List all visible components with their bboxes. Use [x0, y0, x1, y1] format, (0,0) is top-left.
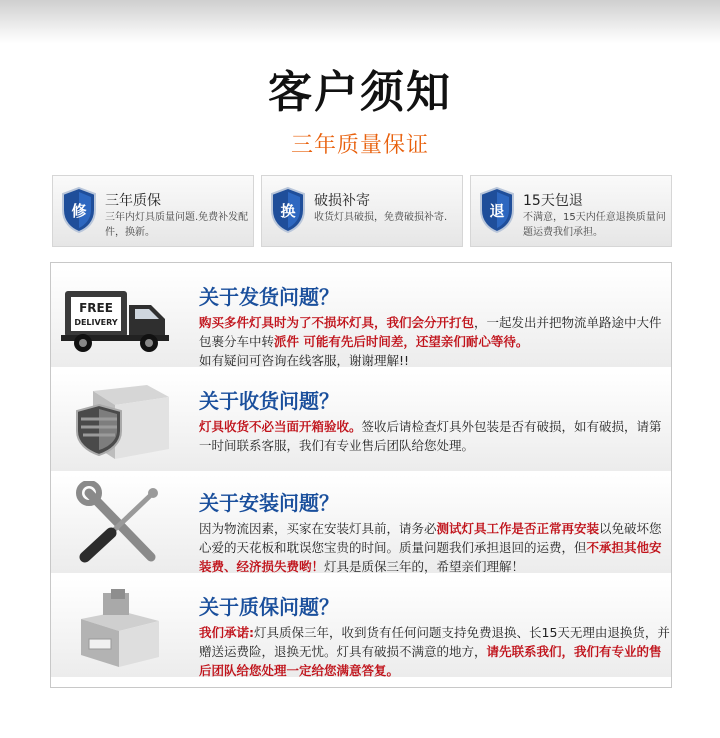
package-shield-icon — [59, 379, 179, 465]
body-text: 因为物流因素，买家在安装灯具前，请务必 — [199, 521, 437, 536]
shield-icon — [61, 186, 97, 234]
body-text: 灯具质保三年，收到货有任何问题支持免费退换、长15天无理由退换货，并赠送运费险，退换无忧。灯具有破损不满意的地方， — [199, 625, 670, 659]
body-text: 灯具是质保三年的，希望亲们理解！ — [324, 559, 525, 574]
free-delivery-truck-icon — [59, 275, 179, 361]
feature-strip — [52, 175, 672, 247]
highlight-text: 测试灯具工作是否正常再安装 — [436, 521, 600, 536]
feature-desc: 不满意，15天内任意退换质量问题运费我们承担。 — [523, 212, 666, 238]
feature-desc: 收货灯具破损，免费破损补寄. — [314, 212, 448, 223]
truck-text-free: FREE — [79, 301, 113, 315]
section-title: 关于安装问题？ — [199, 491, 339, 515]
highlight-text: 派件 可能有先后时间差，还望亲们耐心等待。 — [274, 334, 529, 349]
section-warranty — [51, 579, 671, 677]
section-installation — [51, 475, 671, 573]
feature-15-day-return — [470, 175, 672, 247]
section-title: 关于收货问题？ — [199, 389, 339, 413]
section-body — [199, 519, 671, 576]
section-title: 关于发货问题？ — [199, 285, 339, 309]
section-title: 关于质保问题？ — [199, 595, 339, 619]
shield-icon — [479, 186, 515, 234]
section-body — [199, 623, 671, 680]
section-body — [199, 313, 671, 370]
notice-panel — [50, 262, 672, 688]
page-title: 客户须知 — [268, 67, 452, 118]
section-body — [199, 417, 671, 455]
badge-text: 退 — [489, 202, 505, 220]
body-text: 签收后请检查灯具外包装是否有破损，如有破损，请第一时间联系客服，我们有专业售后团队给您处理。 — [199, 419, 662, 453]
highlight-text: 不承担其他安装费、经济损失费哟！ — [199, 540, 662, 574]
feature-warranty — [52, 175, 254, 247]
feature-title: 三年质保 — [105, 193, 161, 209]
highlight-text: 灯具收货不必当面开箱验收。 — [199, 419, 362, 434]
body-text: ，一起发出并把物流单路途中大件包裹分车中转 — [199, 315, 662, 349]
feature-desc: 三年内灯具质量问题.免费补发配件，换新。 — [105, 212, 249, 238]
shield-icon — [270, 186, 306, 234]
truck-text-delivery: DELIVERY — [74, 318, 118, 327]
highlight-text: 购买多件灯具时为了不损坏灯具，我们会分开打包 — [199, 315, 475, 330]
page-subtitle: 三年质量保证 — [290, 133, 429, 158]
highlight-text: 请先联系我们，我们有专业的售后团队给您处理一定给您满意答复。 — [199, 644, 662, 678]
feature-title: 破损补寄 — [314, 193, 370, 209]
feature-damage-resend — [261, 175, 463, 247]
badge-text: 修 — [71, 202, 87, 220]
feature-title: 15天包退 — [523, 193, 583, 209]
section-delivery — [51, 269, 671, 367]
section-receiving — [51, 373, 671, 471]
gift-box-icon — [59, 585, 179, 671]
badge-text: 换 — [280, 202, 296, 220]
top-gradient-band — [0, 0, 720, 44]
body-text: 如有疑问可咨询在线客服，谢谢理解!! — [199, 353, 410, 368]
highlight-text: 我们承诺: — [199, 625, 254, 640]
tools-icon — [59, 481, 179, 567]
body-text: 以免破坏您心爱的天花板和耽误您宝贵的时间。质量问题我们承担退回的运费，但 — [199, 521, 662, 555]
